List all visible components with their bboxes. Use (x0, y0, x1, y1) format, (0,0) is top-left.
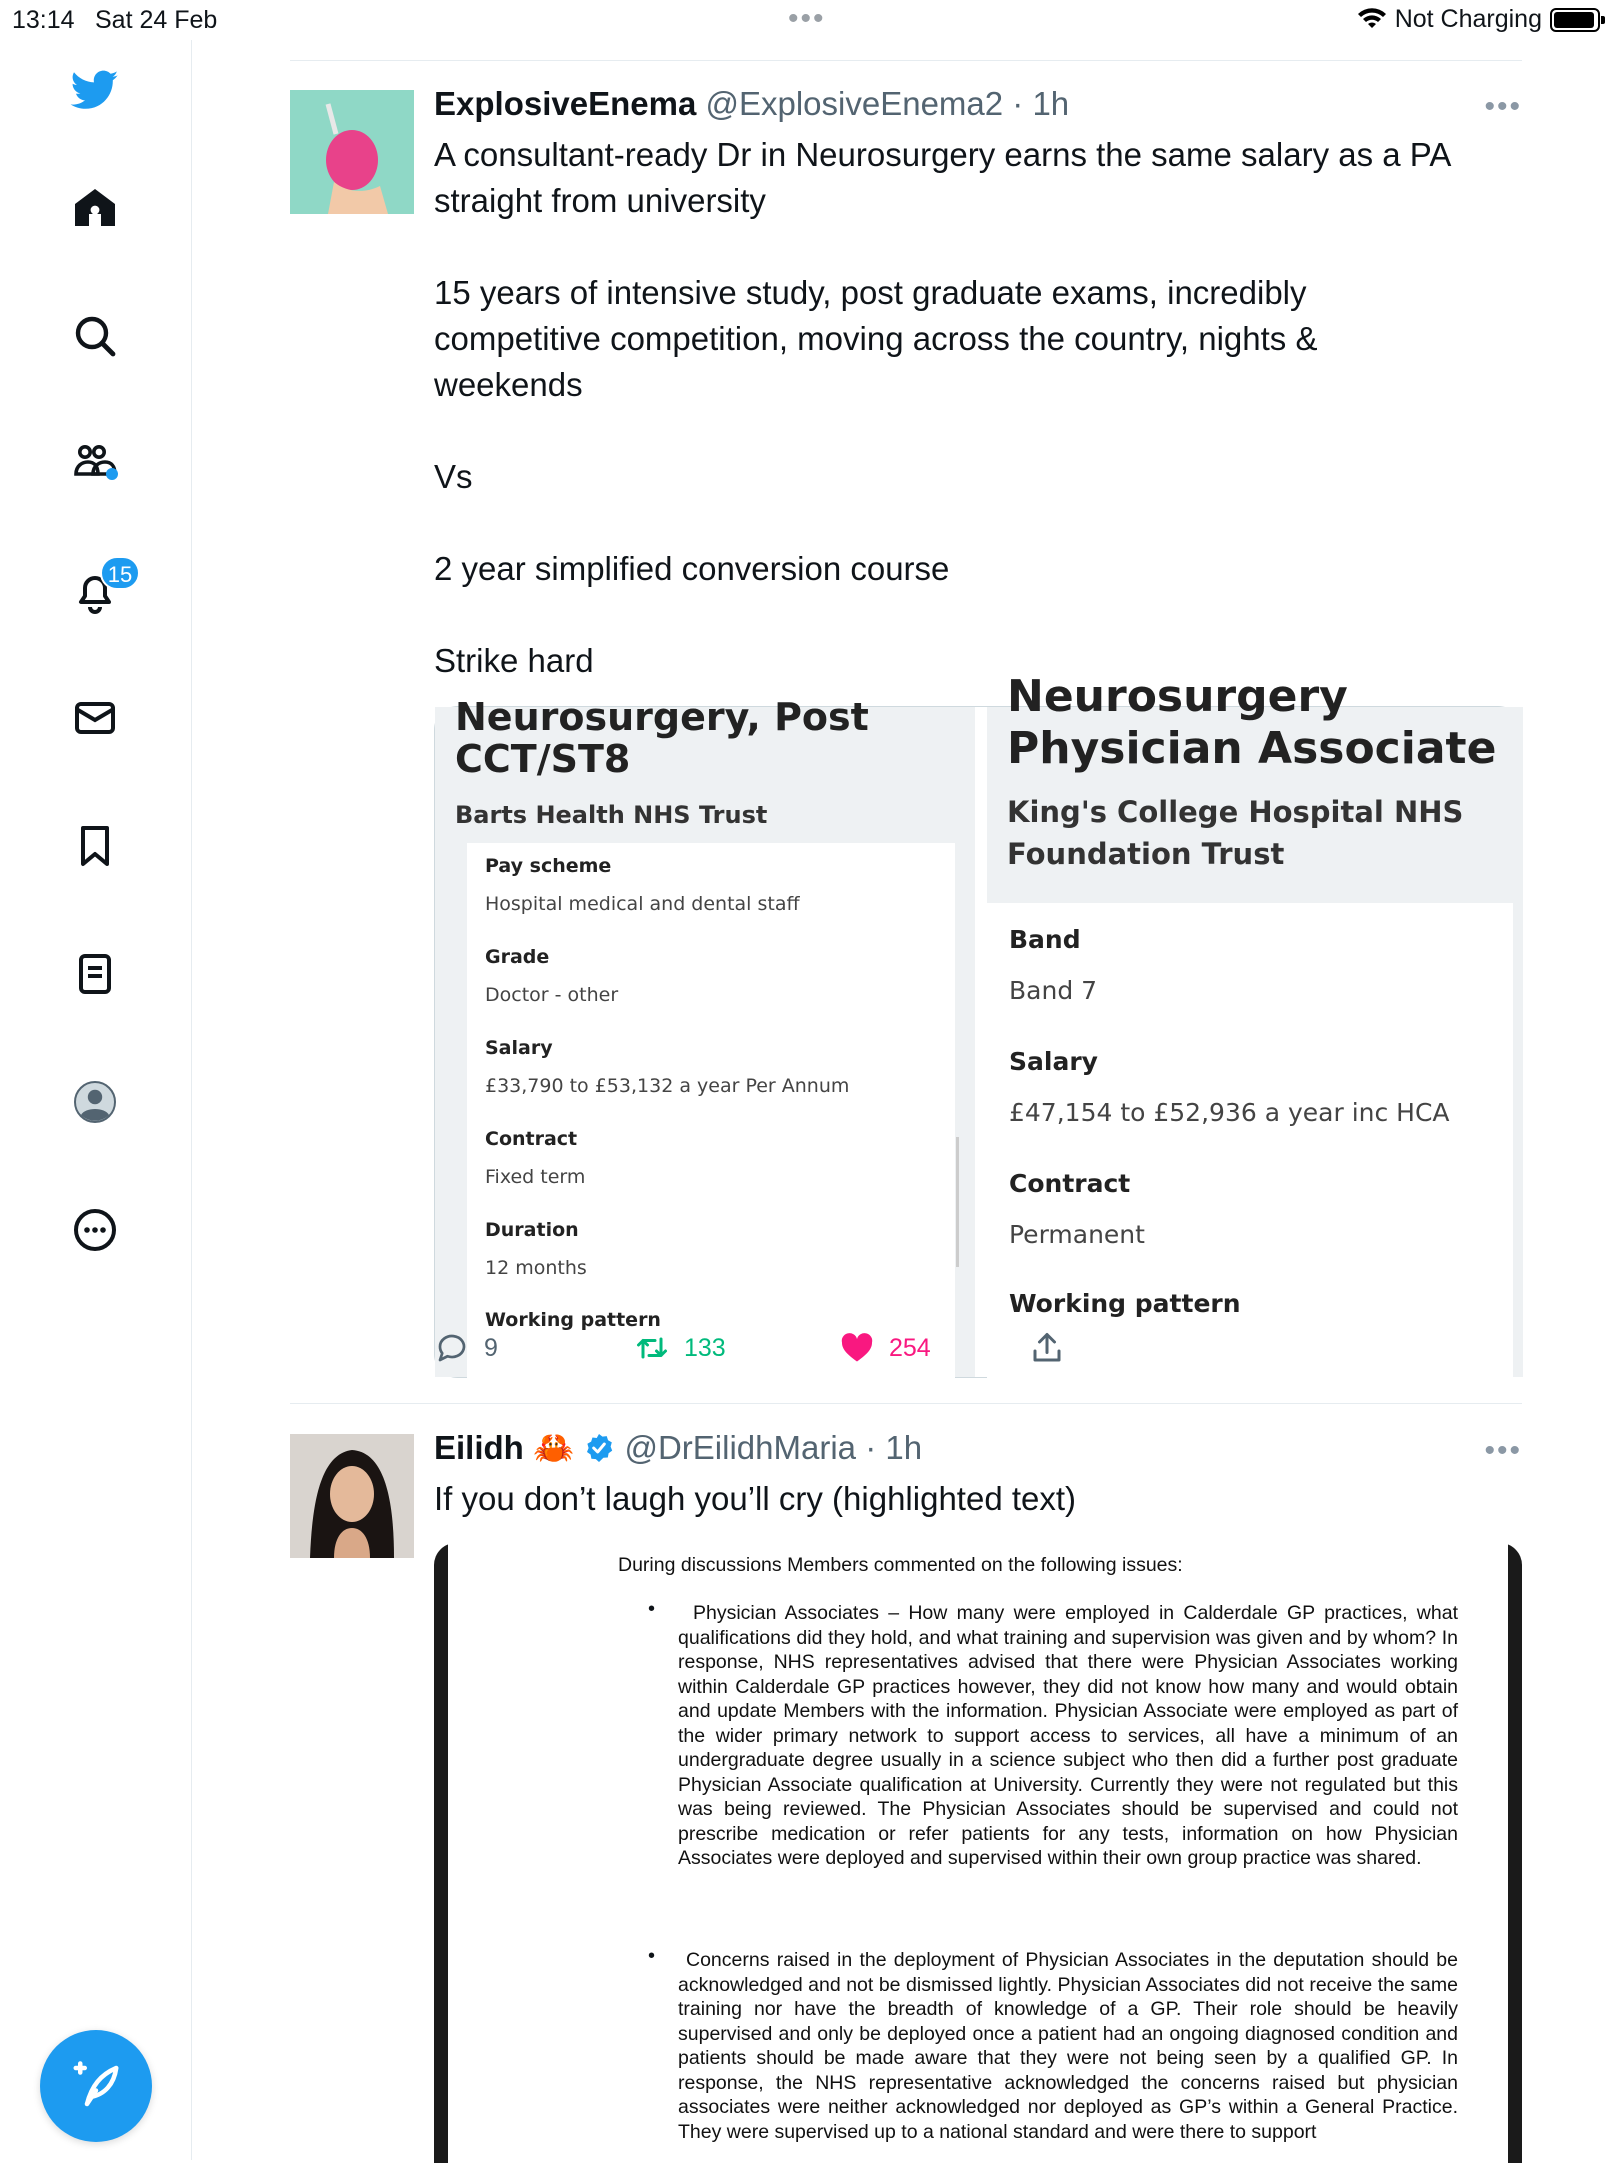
job-details-card (987, 903, 1513, 1403)
job-title: CCT/ST8 (455, 737, 631, 781)
job-details-card (467, 843, 955, 1403)
communities-icon[interactable] (65, 432, 125, 492)
field-label: Working pattern (485, 1309, 661, 1331)
list-icon[interactable] (65, 944, 125, 1004)
tweet[interactable] (290, 60, 1522, 1400)
home-icon[interactable] (65, 178, 125, 238)
twitter-logo-icon[interactable] (65, 60, 125, 120)
field-value: £47,154 to £52,936 a year inc HCA (1009, 1098, 1450, 1127)
share-icon (1029, 1330, 1065, 1366)
author-name[interactable]: Eilidh (434, 1429, 524, 1466)
like-count: 254 (889, 1333, 931, 1362)
tweet-media[interactable] (434, 671, 1522, 1378)
job-title: Physician Associate (1007, 723, 1497, 774)
bullet-icon: • (648, 1598, 656, 1620)
reply-count: 9 (484, 1333, 498, 1362)
status-date: Sat 24 Feb (95, 6, 218, 34)
status-time: 13:14 (12, 6, 75, 34)
compose-tweet-icon (69, 2059, 123, 2113)
media-left-screenshot (435, 695, 975, 1377)
tweet-media-document[interactable] (434, 1543, 1522, 2163)
field-label: Duration (485, 1219, 579, 1241)
tweet-text: If you don’t laugh you’ll cry (highlighted text) (434, 1480, 1077, 1517)
field-value: £33,790 to £53,132 a year Per Annum (485, 1075, 850, 1097)
retweet-count: 133 (684, 1333, 726, 1362)
more-icon[interactable] (65, 1200, 125, 1260)
field-label: Salary (1009, 1047, 1098, 1076)
heart-icon (839, 1330, 875, 1366)
job-title-top: Neurosurgery, Post (455, 695, 869, 739)
crab-emoji: 🦀 (533, 1429, 575, 1466)
search-icon[interactable] (65, 306, 125, 366)
tweet-header (434, 1429, 922, 1468)
more-options-icon[interactable]: ••• (1484, 90, 1522, 123)
mail-icon[interactable] (65, 688, 125, 748)
job-org: King's College Hospital NHS (1007, 795, 1464, 829)
job-org: Foundation Trust (1007, 837, 1285, 871)
status-right (1357, 5, 1600, 34)
battery-icon (1550, 8, 1600, 32)
multitasking-dots-icon[interactable]: ••• (788, 2, 826, 35)
field-value: Band 7 (1009, 976, 1098, 1005)
bookmark-icon[interactable] (65, 816, 125, 876)
tweet-text: A consultant-ready Dr in Neurosurgery earns the same salary as a PA straight from university 15 years of intensive study, post graduate exams, incredibly competitive competition, moving across the country, nights & weekends Vs 2 year simplified conversion course Strike hard (434, 136, 1452, 679)
avatar[interactable] (290, 90, 414, 214)
status-bar (0, 0, 1620, 40)
retweet-button[interactable] (634, 1330, 726, 1366)
retweet-icon (634, 1330, 670, 1366)
field-value: 12 months (485, 1257, 587, 1279)
document-paragraph: Physician Associates – How many were employed in Calderdale GP practices, what qualifications did they hold, and what training and supervision was given and by whom? In response, NHS representatives advised that there were Physician Associates working within Calderdale GP practices however, they did not know how many and would obtain and update Members with the information. Physician Associate were employed as part of the wider primary network to support access to services, all have a minimum of an undergraduate degree usually in a science subject who then did a further post graduate Physician Associate qualification at University. Currently they were not regulated but this was being reviewed. The Physician Associates should be supervised and could not prescribe medication or refer patients for any tests, information on how Physician Associates were deployed and supervised within their own group practice was shared. (678, 1602, 1458, 1869)
compose-tweet-button[interactable] (40, 2030, 152, 2142)
document-page (448, 1543, 1508, 2183)
notifications-badge: 15 (100, 556, 140, 590)
like-button[interactable] (839, 1330, 931, 1366)
media-gap (975, 707, 987, 1377)
author-name[interactable]: ExplosiveEnema (434, 85, 697, 122)
sidebar (0, 40, 192, 2160)
field-label: Contract (1009, 1169, 1131, 1198)
profile-icon[interactable] (65, 1072, 125, 1132)
bullet-icon: • (648, 1945, 656, 1967)
battery-fill (1554, 12, 1594, 28)
tweet-time[interactable]: · 1h (1012, 85, 1070, 122)
media-right-screenshot (987, 671, 1523, 1377)
job-title-top: Neurosurgery (1007, 671, 1348, 722)
reply-icon (434, 1330, 470, 1366)
communities-notification-dot (106, 468, 118, 480)
share-button[interactable] (1029, 1330, 1065, 1366)
document-paragraph: Concerns raised in the deployment of Physician Associates in the deputation should be acknowledged and not be dismissed lightly. Physician Associates did not receive the same training nor have the breadth of knowledge of a GP. Their role should be heavily supervised and only be deployed once a patient had an ongoing diagnosed condition and patients should be made aware that they were not being seen by a qualified GP. In response, the NHS representative acknowledged the concerns raised but physician associates were neither acknowledged nor deployed as GP’s within a General Practice. They were supervised up to a national standard and were there to support (678, 1949, 1458, 2143)
tweet-time[interactable]: · 1h (865, 1429, 923, 1466)
field-label: Working pattern (1009, 1289, 1241, 1318)
avatar[interactable] (290, 1434, 414, 1558)
document-intro: During discussions Members commented on the following issues: (618, 1554, 1183, 1576)
more-options-icon[interactable]: ••• (1484, 1434, 1522, 1467)
tweet-actions (434, 1330, 1074, 1380)
reply-button[interactable] (434, 1330, 498, 1366)
wifi-icon (1357, 8, 1387, 32)
field-value: Permanent (1009, 1220, 1145, 1249)
field-label: Band (1009, 925, 1081, 954)
field-value: Fixed term (485, 1166, 586, 1188)
field-label: Salary (485, 1037, 553, 1059)
charging-status: Not Charging (1394, 5, 1542, 33)
field-label: Grade (485, 946, 550, 968)
verified-badge-icon (583, 1432, 615, 1464)
author-handle[interactable]: @DrEilidhMaria (624, 1429, 857, 1466)
tweet-header (434, 85, 1069, 123)
field-label: Contract (485, 1128, 578, 1150)
scrollbar[interactable] (956, 1137, 959, 1267)
field-value: Doctor - other (485, 984, 619, 1006)
author-handle[interactable]: @ExplosiveEnema2 (705, 85, 1004, 122)
job-org: Barts Health NHS Trust (455, 801, 768, 829)
field-value: Hospital medical and dental staff (485, 893, 800, 915)
field-label: Pay scheme (485, 855, 612, 877)
